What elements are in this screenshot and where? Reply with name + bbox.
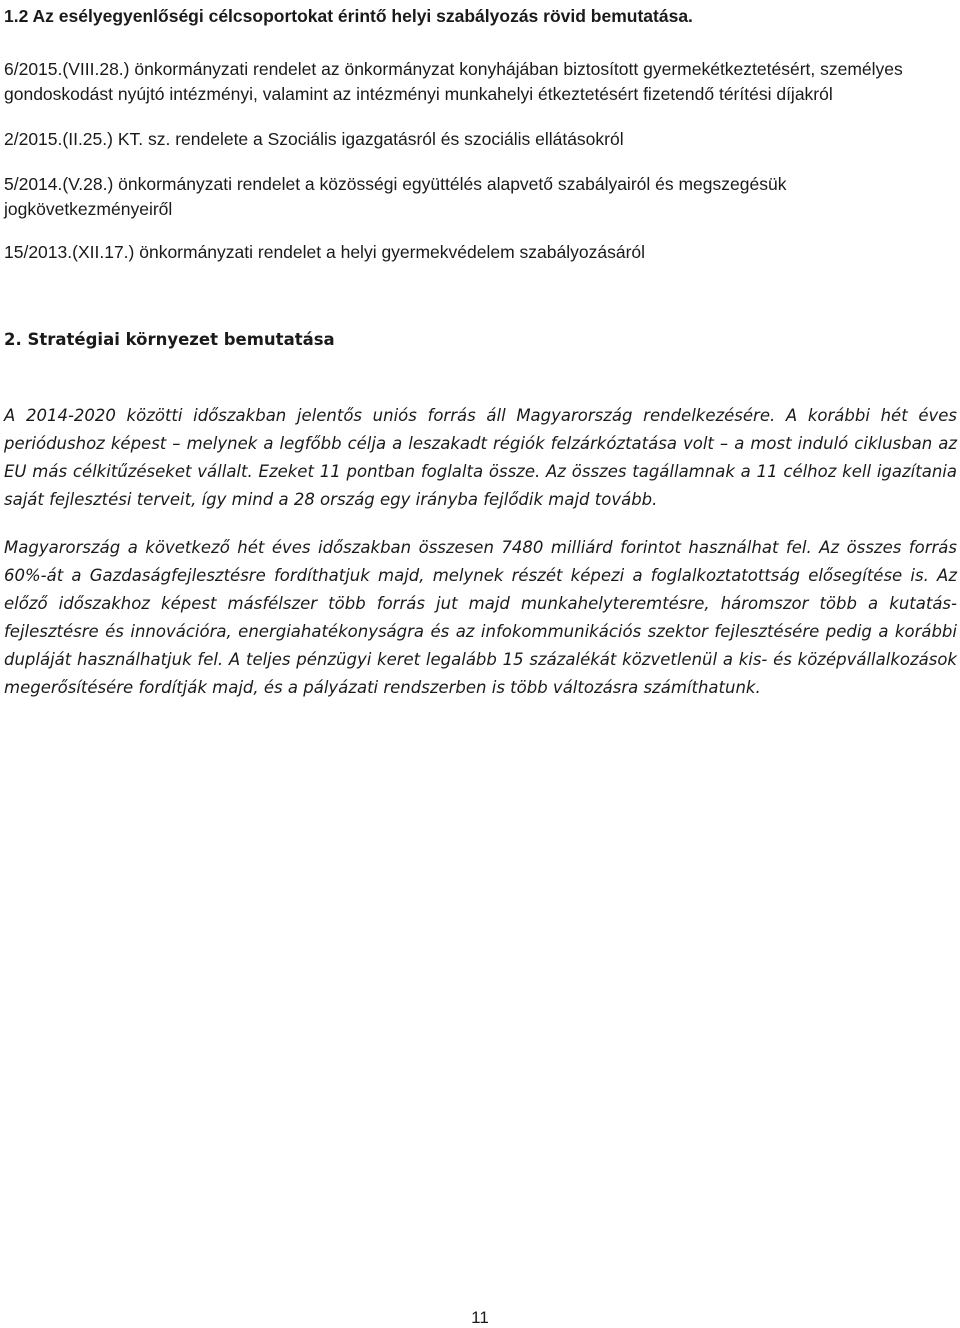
paragraph-strategy-1: A 2014-2020 közötti időszakban jelentős uniós forrás áll Magyarország rendelkezésére. A korábbi hét éves periódushoz képest – melynek a legfőbb célja a leszakadt régiók felzárkóztatása volt – a most induló ciklusban az EU más célkitűzéseket vállalt. Ezeket 11 pontban foglalta össze. Az összes tagállamnak a 11 célhoz kell igazítania saját fejlesztési terveit, így mind a 28 ország egy irányba fejlődik majd tovább. (4, 406, 957, 509)
page-number: 11 (471, 1308, 489, 1327)
section-heading-2: 2. Stratégiai környezet bemutatása (4, 330, 335, 349)
paragraph-strategy-2: Magyarország a következő hét éves időszakban összesen 7480 milliárd forintot használhat fel. Az összes forrás 60%-át a Gazdaságfejlesztésre fordíthatjuk majd, melynek részét képezi a foglalkoztatottság elősegítése is. Az előző időszakhoz képest másfélszer több forrás jut majd munkahelyteremtésre, háromszor több a kutatás-fejlesztésre és innovációra, energiahatékonyságra és az infokommunikációs szektor fejlesztésére pedig a korábbi dupláját használhatjuk fel. A teljes pénzügyi keret legalább 15 százalékát közvetlenül a kis- és középvállalkozások megerősítésére fordítják majd, és a pályázati rendszerben is több változásra számíthatunk. (4, 538, 957, 697)
regulation-item: 2/2015.(II.25.) KT. sz. rendelete a Szociális igazgatásról és szociális ellátásokról (4, 129, 624, 149)
regulation-item: 5/2014.(V.28.) önkormányzati rendelet a közösségi együttélés alapvető szabályairól és megszegésük jogkövetkezményeiről (4, 174, 787, 219)
regulation-item: 6/2015.(VIII.28.) önkormányzati rendelet az önkormányzat konyhájában biztosított gyermekétkeztetésért, személyes gondoskodást nyújtó intézményi, valamint az intézményi munkahelyi étkeztetésért fizetendő térítési díjakról (4, 59, 903, 104)
section-heading-1: 1.2 Az esélyegyenlőségi célcsoportokat érintő helyi szabályozás rövid bemutatása. (4, 6, 693, 26)
regulation-item: 15/2013.(XII.17.) önkormányzati rendelet a helyi gyermekvédelem szabályozásáról (4, 242, 646, 262)
